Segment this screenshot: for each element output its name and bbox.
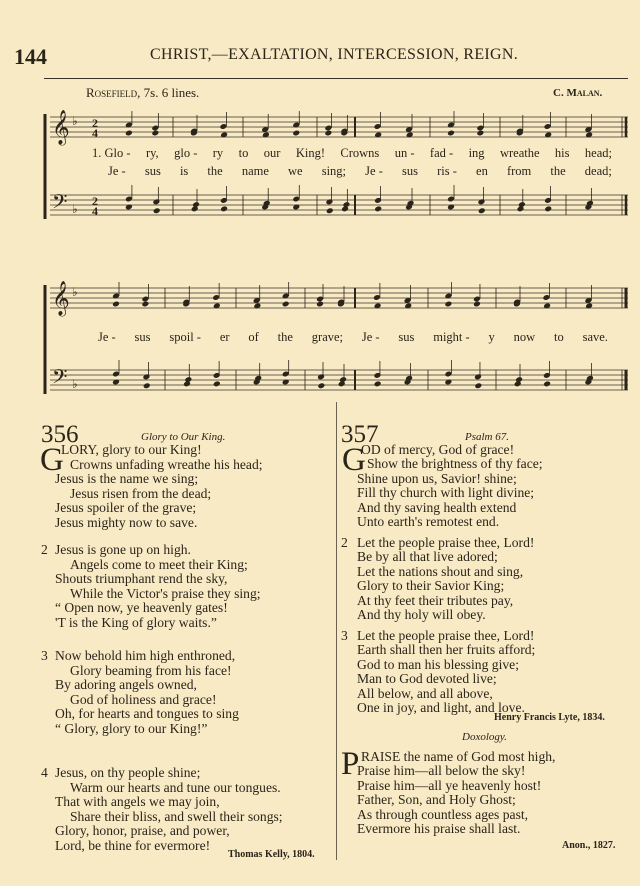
time-signature: 2 <box>92 194 98 208</box>
treble-clef: 𝄞 <box>52 110 70 145</box>
time-signature: 2 <box>92 116 98 130</box>
lyric-syllable: ry <box>212 146 224 160</box>
lyric-syllable: our <box>263 146 281 160</box>
bass-clef: 𝄢 <box>52 190 68 218</box>
note-head <box>151 130 159 137</box>
note-head <box>544 205 552 212</box>
note-head <box>317 373 325 380</box>
verse-line: Jesus, on thy people shine; <box>55 765 201 780</box>
attribution: Henry Francis Lyte, 1834. <box>494 712 605 723</box>
verse-line: Crowns unfading wreathe his head; <box>70 456 263 472</box>
verse-line: Jesus is the name we sing; <box>55 471 199 486</box>
verse-line: Let the nations shout and sing, <box>357 563 524 579</box>
note-head <box>316 301 324 308</box>
verse-line: “ Open now, ye heavenly gates! <box>55 600 228 615</box>
time-signature: 4 <box>92 204 98 218</box>
tune-meter: 7s. 6 lines. <box>143 85 200 100</box>
verse-line: God of holiness and grace! <box>70 691 217 707</box>
verse-line: Earth shall then her fruits afford; <box>357 642 536 658</box>
flat-sign: ♭ <box>72 377 78 391</box>
lyric-syllable: his <box>554 146 570 160</box>
stanza-number: 2 <box>341 535 348 550</box>
lyric-syllable: y <box>488 330 495 344</box>
lyric-syllable: save. <box>582 330 608 344</box>
verse-line: Father, Son, and Holy Ghost; <box>357 792 516 808</box>
verse-line: RAISE the name of God most high, <box>361 749 556 764</box>
note-head <box>478 207 486 214</box>
verse-line: Let the people praise thee, Lord! <box>357 535 535 550</box>
lyric-syllable: Je - <box>365 164 383 178</box>
note-head <box>476 130 484 137</box>
lyric-syllable: en <box>476 164 488 178</box>
lyric-syllable: head; <box>584 146 612 160</box>
lyric-syllable: of <box>248 330 259 344</box>
verse-line: Jesus risen from the dead; <box>70 485 212 501</box>
lyric-syllable: the <box>277 330 293 344</box>
lyric-syllable: now <box>513 330 536 344</box>
lyric-syllable: name <box>241 164 269 178</box>
verse-line: Oh, for hearts and tongues to sing <box>55 706 239 721</box>
verse-line: “ Glory, glory to our King!” <box>55 720 208 736</box>
lyric-syllable: un - <box>394 146 415 160</box>
lyric-syllable: sus <box>401 164 418 178</box>
stanza-number: 4 <box>41 765 48 780</box>
note-head <box>374 205 382 212</box>
verse-line: Shouts triumphant rend the sky, <box>55 571 228 586</box>
verse-line: Shine upon us, Savior! shine; <box>357 470 517 486</box>
page-number: 144 <box>14 44 47 69</box>
note-head <box>473 301 481 308</box>
attribution: Thomas Kelly, 1804. <box>228 849 315 860</box>
note-head <box>324 130 332 137</box>
lyrics-line-1 <box>92 146 612 161</box>
note-head <box>478 198 486 205</box>
verse-line: Angels come to meet their King; <box>70 556 248 572</box>
drop-cap: G <box>40 442 64 478</box>
verse-line: And thy saving health extend <box>357 499 517 515</box>
lyric-syllable: Crowns <box>340 146 380 160</box>
flat-sign: ♭ <box>72 285 78 299</box>
column-divider <box>336 402 337 860</box>
verse-line: That with angels we may join, <box>55 794 220 809</box>
note-head <box>317 382 325 389</box>
verse-line: Jesus is gone up on high. <box>55 542 191 557</box>
lyric-syllable: wreathe <box>499 146 540 160</box>
verse-line: Show the brightness of thy face; <box>367 456 543 472</box>
lyric-syllable: to <box>238 146 249 160</box>
lyric-syllable: ry, <box>145 146 159 160</box>
verse-line: 'T is the King of glory waits.” <box>55 614 217 630</box>
verse-line: One in joy, and light, and love. <box>357 700 525 715</box>
note-head <box>292 130 300 137</box>
lyric-syllable: fad - <box>429 146 454 160</box>
lyric-syllable: sus <box>134 330 151 344</box>
note-head <box>326 198 334 205</box>
stanza-number: 3 <box>41 648 48 663</box>
verse-line: Glory, honor, praise, and power, <box>55 823 230 838</box>
lyric-syllable: King! <box>295 146 325 160</box>
note-head <box>112 301 120 308</box>
stanza-number: 2 <box>41 542 48 557</box>
verse-line: By adoring angels owned, <box>55 677 197 692</box>
verse-line: Lord, be thine for evermore! <box>55 837 211 853</box>
hymn-number: 356 <box>41 421 79 448</box>
verse-line: LORY, glory to our King! <box>61 442 202 457</box>
note-head <box>474 373 482 380</box>
attribution: Anon., 1827. <box>562 840 616 851</box>
verse-line: Glory beaming from his face! <box>70 662 232 678</box>
verse-line: At thy feet their tributes pay, <box>357 592 514 608</box>
lyric-syllable: spoil - <box>169 330 201 344</box>
lyric-syllable: Je - <box>108 164 126 178</box>
lyric-syllable: ing <box>468 146 485 160</box>
note-head <box>447 130 455 137</box>
note-head <box>326 207 334 214</box>
note-head <box>374 380 382 387</box>
drop-cap: G <box>342 442 366 478</box>
composer: C. Malan. <box>553 87 603 99</box>
lyrics-line-3 <box>98 330 608 345</box>
note-head <box>282 301 290 308</box>
lyric-syllable: the <box>550 164 566 178</box>
running-title: CHRIST,—EXALTATION, INTERCESSION, REIGN. <box>150 46 519 63</box>
note-head <box>213 380 221 387</box>
verse-line: Jesus spoiler of the grave; <box>55 500 197 515</box>
verse-line: Man to God devoted live; <box>357 671 497 687</box>
hymn-title: Psalm 67. <box>465 431 509 443</box>
verse-line: Evermore his praise shall last. <box>357 821 521 836</box>
lyrics-line-2 <box>108 164 612 179</box>
lyric-syllable: might - <box>433 330 470 344</box>
lyric-syllable: 1. Glo - <box>92 146 131 160</box>
lyric-syllable: Je - <box>98 330 116 344</box>
note-head <box>444 301 452 308</box>
note-head <box>125 130 133 137</box>
hymn-title: Glory to Our King. <box>141 431 226 443</box>
verse-line: Fill thy church with light divine; <box>357 485 535 501</box>
drop-cap: P <box>341 746 360 782</box>
verse-line: Praise him—all ye heavenly host! <box>357 777 542 793</box>
lyric-syllable: to <box>554 330 564 344</box>
stanza-number: 3 <box>341 628 348 643</box>
verse-line: OD of mercy, God of grace! <box>361 442 515 457</box>
verse-line: Praise him—all below the sky! <box>357 763 526 779</box>
note-head <box>152 198 160 205</box>
verse-line: As through countless ages past, <box>357 806 529 822</box>
lyric-syllable: ris - <box>437 164 457 178</box>
verse-line: While the Victor's praise they sing; <box>70 585 261 601</box>
flat-sign: ♭ <box>72 202 78 216</box>
verse-line: Unto earth's remotest end. <box>357 514 500 529</box>
note-head <box>141 301 149 308</box>
lyric-syllable: dead; <box>584 164 612 178</box>
lyric-syllable: we <box>288 164 303 178</box>
treble-clef: 𝄞 <box>52 281 70 316</box>
verse-line: God to man his blessing give; <box>357 656 519 672</box>
note-head <box>543 380 551 387</box>
hymn-number: 357 <box>341 421 379 448</box>
lyric-syllable: is <box>179 164 189 178</box>
verse-line: Be by all that live adored; <box>357 549 498 565</box>
lyric-syllable: the <box>207 164 223 178</box>
note-head <box>153 207 161 214</box>
note-head <box>143 373 151 380</box>
note-head <box>220 205 228 212</box>
time-signature: 4 <box>92 126 98 140</box>
verse-line: Now behold him high enthroned, <box>55 648 236 663</box>
verse-line: Let the people praise thee, Lord! <box>357 628 535 643</box>
verse-line: Warm our hearts and tune our tongues. <box>70 779 281 795</box>
lyric-syllable: Je - <box>361 330 380 344</box>
tune-name: Rosefield <box>86 85 138 100</box>
tune-heading: Rosefield, 7s. 6 lines. <box>86 85 200 100</box>
doxology-title: Doxology. <box>462 731 507 743</box>
lyric-syllable: glo - <box>174 146 198 160</box>
lyric-syllable: grave; <box>311 330 344 344</box>
verse-line: All below, and all above, <box>357 685 493 701</box>
lyric-syllable: from <box>506 164 532 178</box>
note-head <box>474 382 482 389</box>
note-head <box>143 382 151 389</box>
verse-line: Glory to their Savior King; <box>357 578 505 594</box>
verse-line: And thy holy will obey. <box>357 607 486 622</box>
lyric-syllable: sing; <box>321 164 347 178</box>
flat-sign: ♭ <box>72 114 78 128</box>
lyric-syllable: sus <box>398 330 415 344</box>
bass-clef: 𝄢 <box>52 365 68 393</box>
lyric-syllable: sus <box>144 164 161 178</box>
verse-line: Jesus mighty now to save. <box>55 514 198 530</box>
verse-line: Share their bliss, and swell their songs; <box>70 808 283 824</box>
lyric-syllable: er <box>219 330 230 344</box>
